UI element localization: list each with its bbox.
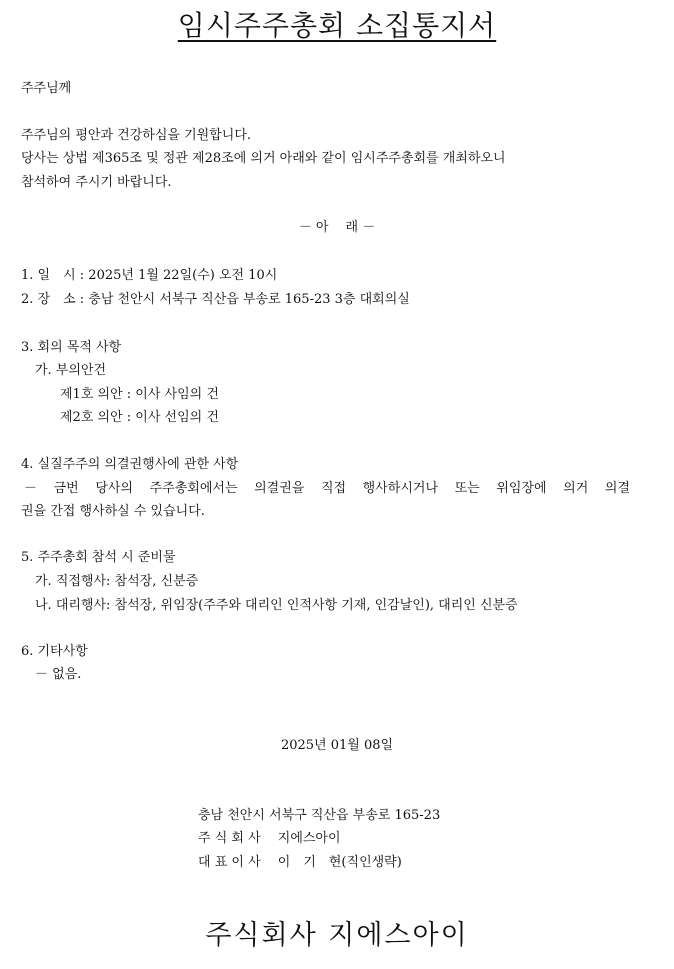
company-address: 충남 천안시 서북구 직산읍 부송로 165-23 xyxy=(198,808,441,823)
issue-date: 2025년 01월 08일 xyxy=(280,738,394,753)
company-name: 주 식 회 사 지에스아이 xyxy=(198,831,341,846)
footer-company-name: 주식회사 지에스아이 xyxy=(205,920,469,951)
prep-direct: 가. 직접행사: 참석장, 신분증 xyxy=(35,574,199,589)
meeting-place: 2. 장 소 : 충남 천안시 서북구 직산읍 부송로 165-23 3층 대회의실 xyxy=(21,292,410,307)
intro-line-2: 당사는 상법 제365조 및 정관 제28조에 의거 아래와 같이 임시주주총회를 개최하오니 xyxy=(21,151,506,166)
prep-proxy: 나. 대리행사: 참석장, 위임장(주주와 대리인 인적사항 기재, 인감날인), 대리인 신분증 xyxy=(35,598,518,613)
voting-line-2: 권을 간접 행사하실 수 있습니다. xyxy=(21,504,205,519)
etc-title: 6. 기타사항 xyxy=(21,644,88,659)
agenda-sub: 가. 부의안건 xyxy=(35,363,107,378)
voting-title: 4. 실질주주의 의결권행사에 관한 사항 xyxy=(21,457,239,472)
voting-line-1: － 금번 당사의 주주총회에서는 의결권을 직접 행사하시거나 또는 위임장에 의거 의결 xyxy=(24,481,630,496)
document-title: 임시주주총회 소집통지서 xyxy=(177,9,497,42)
notice-heading: － 아 래 － xyxy=(298,220,376,235)
agenda-title: 3. 회의 목적 사항 xyxy=(21,340,122,355)
agenda-item-2: 제2호 의안 : 이사 선임의 건 xyxy=(60,410,219,425)
intro-line-1: 주주님의 평안과 건강하심을 기원합니다. xyxy=(21,128,252,143)
etc-body: － 없음. xyxy=(35,667,82,682)
agenda-item-1: 제1호 의안 : 이사 사임의 건 xyxy=(60,387,219,402)
intro-line-3: 참석하여 주시기 바랍니다. xyxy=(21,175,172,190)
prep-title: 5. 주주총회 참석 시 준비물 xyxy=(21,550,176,565)
salutation: 주주님께 xyxy=(21,81,72,96)
meeting-date: 1. 일 시 : 2025년 1월 22일(수) 오전 10시 xyxy=(21,268,278,283)
ceo-name: 대 표 이 사 이 기 현(직인생략) xyxy=(198,855,402,870)
